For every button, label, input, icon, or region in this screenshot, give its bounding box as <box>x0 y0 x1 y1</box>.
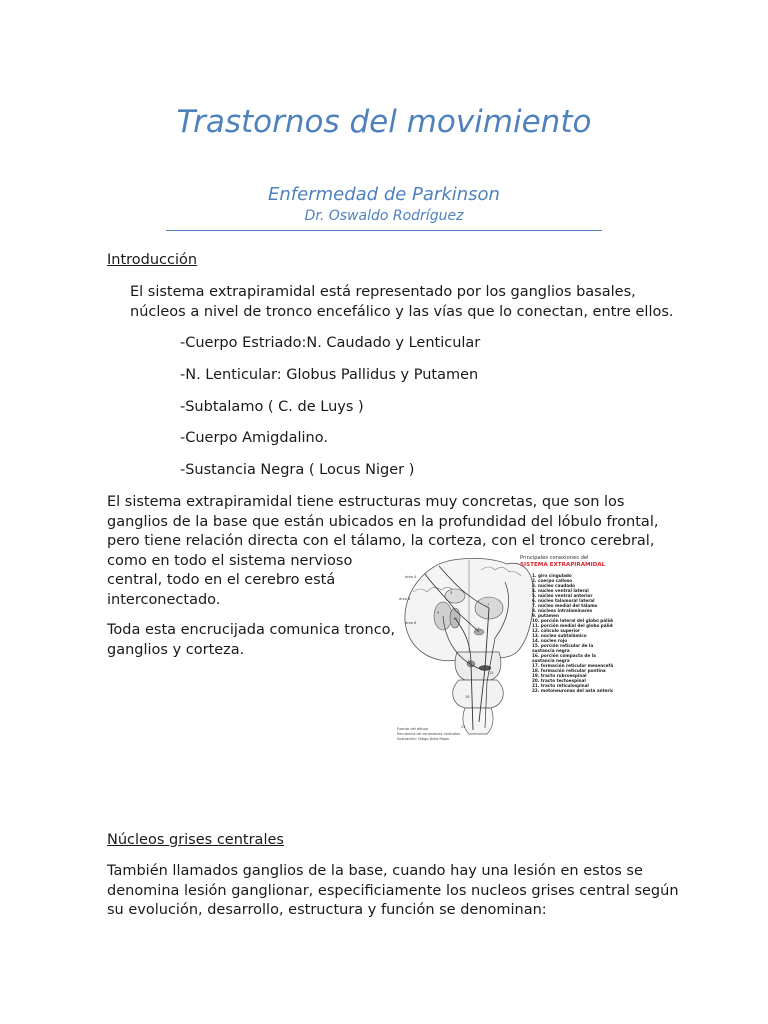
legend-item: 21. tracto reticulospinal <box>532 683 589 688</box>
intro-paragraph-line: El sistema extrapiramidal está representado por los ganglios basales, <box>130 284 636 300</box>
svg-text:22: 22 <box>461 725 466 729</box>
body-paragraph-line: El sistema extrapiramidal tiene estructuras muy concretas, que son los <box>107 494 625 510</box>
area-label: área 8 <box>405 621 417 625</box>
nucleos-paragraph-line: denomina lesión ganglionar, especificiamente los nucleos grises central según <box>107 882 679 899</box>
list-item: -Cuerpo Amigdalino. <box>180 430 328 446</box>
list-item: -Subtalamo ( C. de Luys ) <box>180 399 364 415</box>
pons <box>453 680 504 708</box>
legend-item: 16. porción compacta de la <box>532 653 596 658</box>
figure-footnote-line: Ilustración: Diego Ávila Rojas <box>397 737 450 741</box>
svg-text:10: 10 <box>453 617 458 621</box>
intro-heading: Introducción <box>107 252 198 268</box>
document-subtitle: Enfermedad de Parkinson <box>268 184 500 205</box>
medulla <box>463 708 493 734</box>
figure-footnote-line: Secuencia de conexiones centrales <box>397 732 461 736</box>
nucleos-paragraph-line: También llamados ganglios de la base, cuando hay una lesión en estos se <box>107 863 643 879</box>
list-item: -Cuerpo Estriado:N. Caudado y Lenticular <box>180 335 481 351</box>
crossroads-paragraph-line: ganglios y corteza. <box>107 641 245 658</box>
svg-text:7: 7 <box>487 603 490 607</box>
legend-item: 20. tracto tectoespinal <box>532 678 586 683</box>
legend-item: 10. porción lateral del globo pálido <box>532 618 613 623</box>
midbrain <box>455 652 501 680</box>
svg-text:13: 13 <box>475 627 480 631</box>
svg-text:18: 18 <box>465 695 470 699</box>
body-paragraph-line: ganglios de la base que están ubicados en la profundidad del lóbulo frontal, <box>107 513 659 530</box>
body-paragraph-line: central, todo en el cerebro está <box>107 572 336 588</box>
legend-item: 4. núcleo ventral lateral <box>532 588 589 593</box>
legend-item: 22. motoneuronas del asta anterior <box>532 688 613 693</box>
legend-item: 15. porción reticular de la <box>532 643 594 648</box>
legend-item: 3. núcleo caudado <box>532 583 576 588</box>
extrapyramidal-diagram-figure <box>395 552 613 744</box>
figure-caption-red: SISTEMA EXTRAPIRAMIDAL <box>520 562 606 568</box>
legend-item: 5. núcleo ventral anterior <box>532 593 593 598</box>
document-author: Dr. Oswaldo Rodríguez <box>304 208 464 224</box>
legend-item: 12. colículo superior <box>532 628 581 633</box>
svg-text:9: 9 <box>437 611 440 615</box>
svg-text:15: 15 <box>489 671 494 675</box>
intro-paragraph-line: núcleos a nivel de tronco encefálico y las vías que lo conectan, entre ellos. <box>130 303 674 320</box>
legend-item: sustancia negra <box>532 648 570 653</box>
crossroads-paragraph-line: Toda esta encrucijada comunica tronco, <box>107 622 396 638</box>
svg-text:14: 14 <box>467 659 472 663</box>
title-divider <box>166 230 602 231</box>
list-item: -Sustancia Negra ( Locus Niger ) <box>180 462 415 478</box>
list-item: -N. Lenticular: Globus Pallidus y Putamen <box>180 367 479 383</box>
legend-item: 19. tracto rubroespinal <box>532 673 587 678</box>
nucleos-paragraph <box>107 862 679 921</box>
legend-item: 13. núcleo subtalámico <box>532 633 587 638</box>
legend-item: 1. giro cingulado <box>532 573 572 578</box>
legend-item: 6. núcleo talamoral lateral <box>532 598 595 603</box>
nucleos-paragraph-line: su evolución, desarrollo, estructura y función se denominan: <box>107 902 547 918</box>
body-paragraph-line: pero tiene relación directa con el tálamo, la corteza, con el tronco cerebral, <box>107 533 655 549</box>
extrapyramidal-diagram <box>395 552 613 744</box>
area-label: área 6 <box>399 597 411 601</box>
legend-item: 17. formación reticular mesencefálica <box>532 663 613 668</box>
figure-caption-title: Principales conexiones del <box>520 555 589 561</box>
body-paragraph-line: interconectado. <box>107 591 221 608</box>
crossroads-paragraph <box>107 621 395 660</box>
legend-item: 11. porción medial del globo pálido <box>532 623 613 628</box>
document-title: Trastornos del movimiento <box>176 104 592 140</box>
figure-legend <box>532 573 613 693</box>
legend-item: 9. putamen <box>532 613 559 618</box>
legend-item: sustancia negra <box>532 658 570 663</box>
legend-item: 14. núcleo rojo <box>532 638 568 643</box>
intro-paragraph <box>130 283 674 322</box>
legend-item: 2. cuerpo calloso <box>532 578 573 583</box>
legend-item: 8. núcleos intralaminares <box>532 608 593 613</box>
figure-footnote-line: Fuente del dibujo <box>397 727 429 731</box>
nucleos-heading: Núcleos grises centrales <box>107 832 284 848</box>
legend-item: 18. formación reticular pontina <box>532 668 606 673</box>
body-paragraph-line: como en todo el sistema nervioso <box>107 552 353 569</box>
svg-text:3: 3 <box>450 591 453 595</box>
area-label: área 4 <box>405 575 417 579</box>
legend-item: 7. núcleo medial del tálamo <box>532 603 598 608</box>
